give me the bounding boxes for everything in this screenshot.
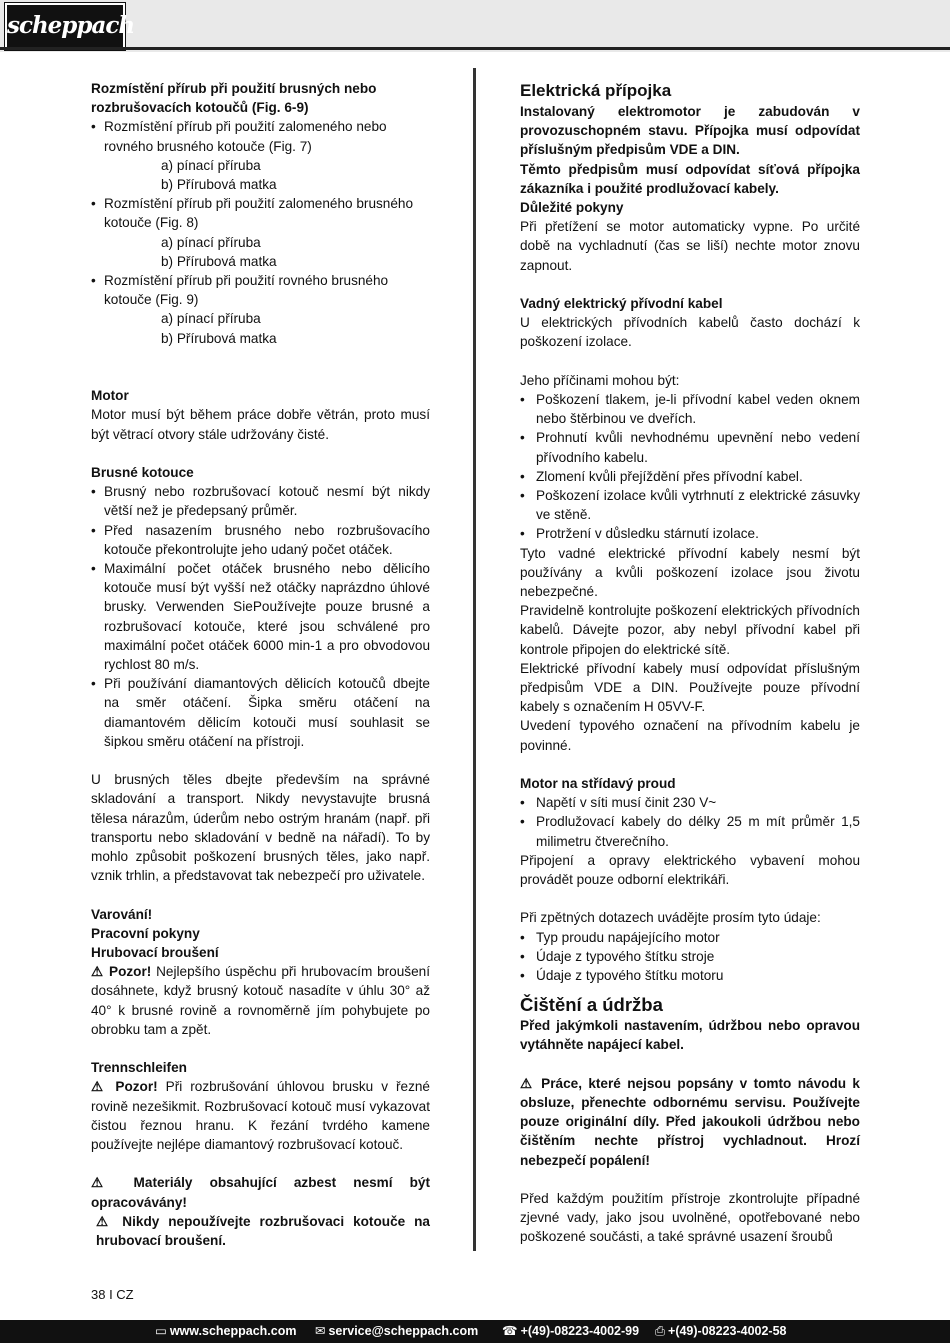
warning-title: Varování!: [91, 906, 153, 922]
column-divider: [473, 68, 476, 1251]
cable-title: Vadný elektrický přívodní kabel: [520, 296, 723, 312]
caution-label: ⚠ Pozor!: [91, 1079, 158, 1095]
page-header: [0, 0, 950, 52]
rough-text: Nejlepšího úspěchu při hrubovacím broušení dosáhnete, když brusný kotouč nasadíte v úhlu 30° až 40° k brusné rovině a rovnoměrně jím pohybujete po obrobku tam a zpět.: [91, 964, 430, 1037]
cut-title: Trennschleifen: [91, 1060, 187, 1076]
footer-phone-text: +(49)-08223-4002-99: [520, 1324, 640, 1338]
list-item: • Údaje z typového štítku stroje: [520, 947, 860, 966]
asbestos-warning: ⚠ Materiály obsahující azbest nesmí být opracovávány!: [91, 1175, 430, 1210]
never-rough-warning: ⚠ Nikdy nepoužívejte rozbrušovaci kotouče na hrubovací broušení.: [96, 1213, 430, 1249]
list-item: • Maximální počet otáček brusného nebo dělicího kotouče musí být vyšší než otáčky naprázdno úhlové brusky. Verwenden SiePoužívejte pouze brusné a rozbrušovací kotouče, které jsou schválené pro maximální počet otáček 6000 min-1 a pro obvodovou rychlost 80 m/s.: [91, 559, 430, 674]
page-number: 38 I CZ: [91, 1287, 134, 1302]
cut-text: Při rozbrušování úhlovou brusku v řezné rovině nezešikmit. Rozbrušovací kotouč musí vykazovat čistou řeznou hranu. K řezání tvrdého kamene používejte nejlépe diamantový rozbrušovací kotouč.: [91, 1079, 430, 1153]
ac-title: Motor na střídavý proud: [520, 776, 676, 792]
list-item: [91, 117, 430, 194]
causes-intro: Jeho příčinami mohou být:: [520, 372, 680, 388]
list-item: • Prodlužovací kabely do délky 25 m mít průměr 1,5 milimetru čtverečního.: [520, 812, 860, 850]
work-title: Pracovní pokyny: [91, 925, 200, 941]
causes-list: [520, 390, 860, 544]
footer-fax: [655, 1320, 787, 1343]
ac-text: Připojení a opravy elektrického vybavení mohou provádět pouze odborní elektrikáři.: [520, 852, 860, 888]
footer-phone: [502, 1320, 639, 1343]
storage-text: U brusných těles dbejte především na správné skladování a transport. Nikdy nevystavujte brusná tělesa nárazům, úderům nebo ostrým hranám (např. při transportu nebo skladování v bedně na nářadí). To by mohlo způsobit poškození brusných těles, jako např. vznik trhlin, a představovat tak nebezpečí pro uživatele.: [91, 772, 430, 884]
list-item: • Typ proudu napájejícího motor: [520, 928, 860, 947]
list-item: • Brusný nebo rozbrušovací kotouč nesmí být nikdy větší než je předepsaný průměr.: [91, 482, 430, 520]
list-item: [91, 271, 430, 348]
flange-item-b: b) Přírubová matka: [161, 253, 277, 269]
list-item: • Zlomení kvůli přejíždění přes přívodní kabel.: [520, 467, 860, 486]
left-column: [91, 79, 430, 1250]
list-item: [91, 194, 430, 271]
flange-item-a: a) pínací příruba: [161, 157, 261, 173]
list-item: • Napětí v síti musí činit 230 V~: [520, 793, 860, 812]
footer-email[interactable]: [315, 1320, 478, 1343]
list-item: • Prohnutí kvůli nevhodnému upevnění nebo vedení přívodního kabelu.: [520, 428, 860, 466]
flange-item-text: Rozmístění přírub při použití zalomeného nebo rovného brusného kotouče (Fig. 7): [104, 119, 387, 154]
clean-bold-2: ⚠ Práce, které nejsou popsány v tomto návodu k obsluze, přenechte odbornému servisu. Používejte pouze originální díly. Před jakoukoli údržbou nebo čištěním nechte přístroj vychladnout. Hrozí nebezpečí popálení!: [520, 1075, 860, 1168]
motor-title: Motor: [91, 388, 129, 404]
flange-item-b: b) Přírubová matka: [161, 177, 277, 193]
clean-title: Čištění a údržba: [520, 994, 663, 1016]
elec-title: Elektrická přípojka: [520, 81, 672, 100]
rough-title: Hrubovací broušení: [91, 945, 219, 961]
footer-web[interactable]: [155, 1320, 296, 1343]
footer-fax-text: +(49)-08223-4002-58: [668, 1324, 787, 1338]
cable-paragraph-1: Tyto vadné elektrické přívodní kabely nesmí být používány a kvůli poškození izolace jsou životu nebezpečné.: [520, 545, 860, 600]
list-item: • Protržení v důsledku stárnutí izolace.: [520, 524, 860, 543]
header-divider: [0, 47, 950, 50]
list-item: • Při používání diamantových dělicích kotoučů dbejte na směr otáčení. Šipka směru otáčení na diamantovém dělicím kotouči musí souhlasit se šipkou směru otáčení na přístroji.: [91, 674, 430, 751]
motor-text: Motor musí být během práce dobře větrán, proto musí být větrací otvory stále udržovány čisté.: [91, 407, 430, 442]
right-column: [520, 79, 860, 1247]
flange-item-a: a) pínací příruba: [161, 234, 261, 250]
discs-title: Brusné kotouce: [91, 465, 194, 481]
page-footer: [0, 1320, 950, 1343]
important-text: Při přetížení se motor automaticky vypne. Po určité době na vychladnutí (čas se liší) nechte motor znovu zapnout.: [520, 219, 860, 273]
discs-list: [91, 482, 430, 751]
query-list: [520, 928, 860, 986]
rough-paragraph: [91, 962, 430, 1039]
list-item: • Před nasazením brusného nebo rozbrušovacího kotouče překontrolujte jeho udaný počet otáček.: [91, 521, 430, 559]
cable-paragraph-3: Elektrické přívodní kabely musí odpovídat příslušným předpisům VDE a DIN. Používejte pouze přívodní kabely s označením H 05VV-F.: [520, 660, 860, 715]
flange-list: [91, 117, 430, 347]
query-intro: Při zpětných dotazech uvádějte prosím tyto údaje:: [520, 910, 821, 926]
list-item: • Údaje z typového štítku motoru: [520, 966, 860, 985]
flange-item-text: Rozmístění přírub při použití zalomeného brusného kotouče (Fig. 8): [104, 196, 414, 231]
phone-icon: ☎: [502, 1324, 518, 1338]
cable-text: U elektrických přívodních kabelů často dochází k poškození izolace.: [520, 315, 860, 350]
flange-item-b: b) Přírubová matka: [161, 330, 277, 346]
flange-item-text: Rozmístění přírub při použití rovného brusného kotouče (Fig. 9): [104, 273, 389, 308]
list-item: • Poškození tlakem, je-li přívodní kabel veden oknem nebo štěrbinou ve dveřích.: [520, 390, 860, 428]
footer-email-text: service@scheppach.com: [328, 1324, 479, 1338]
cut-paragraph: [91, 1077, 430, 1154]
list-item: • Poškození izolace kvůli vytrhnutí z elektrické zásuvky ve stěně.: [520, 486, 860, 524]
elec-bold-1: Instalovaný elektromotor je zabudován v provozuschopném stavu. Přípojka musí odpovídat příslušným předpisům VDE a DIN.: [520, 104, 860, 158]
mail-icon: ✉: [315, 1324, 326, 1338]
cable-paragraph-2: Pravidelně kontrolujte poškození elektrických přívodních kabelů. Dávejte pozor, aby nebyl přívodní kabel při kontrole připojen do elektrické sítě.: [520, 603, 860, 657]
monitor-icon: ▭: [155, 1324, 167, 1338]
flange-title: Rozmístění přírub při použití brusných nebo rozbrušovacích kotoučů (Fig. 6-9): [91, 81, 377, 116]
cable-paragraph-4: Uvedení typového označení na přívodním kabelu je povinné.: [520, 718, 860, 753]
footer-web-text: www.scheppach.com: [169, 1324, 297, 1338]
clean-text: Před každým použitím přístroje zkontrolujte případné zjevné vady, jako jsou uvolněné, opotřebované nebo poškozené součásti, a také správné usazení šroubů: [520, 1191, 860, 1245]
ac-list: [520, 793, 860, 851]
important-title: Důležité pokyny: [520, 200, 624, 216]
fax-icon: ⎙: [655, 1324, 666, 1338]
clean-bold-1: Před jakýmkoli nastavením, údržbou nebo opravou vytáhněte napájecí kabel.: [520, 1018, 860, 1053]
scheppach-logo: scheppach: [5, 3, 125, 50]
elec-bold-2: Těmto předpisům musí odpovídat síťová přípojka zákazníka i použité prodlužovací kabely.: [520, 161, 860, 196]
flange-item-a: a) pínací příruba: [161, 311, 261, 327]
caution-label: ⚠ Pozor!: [91, 964, 152, 980]
